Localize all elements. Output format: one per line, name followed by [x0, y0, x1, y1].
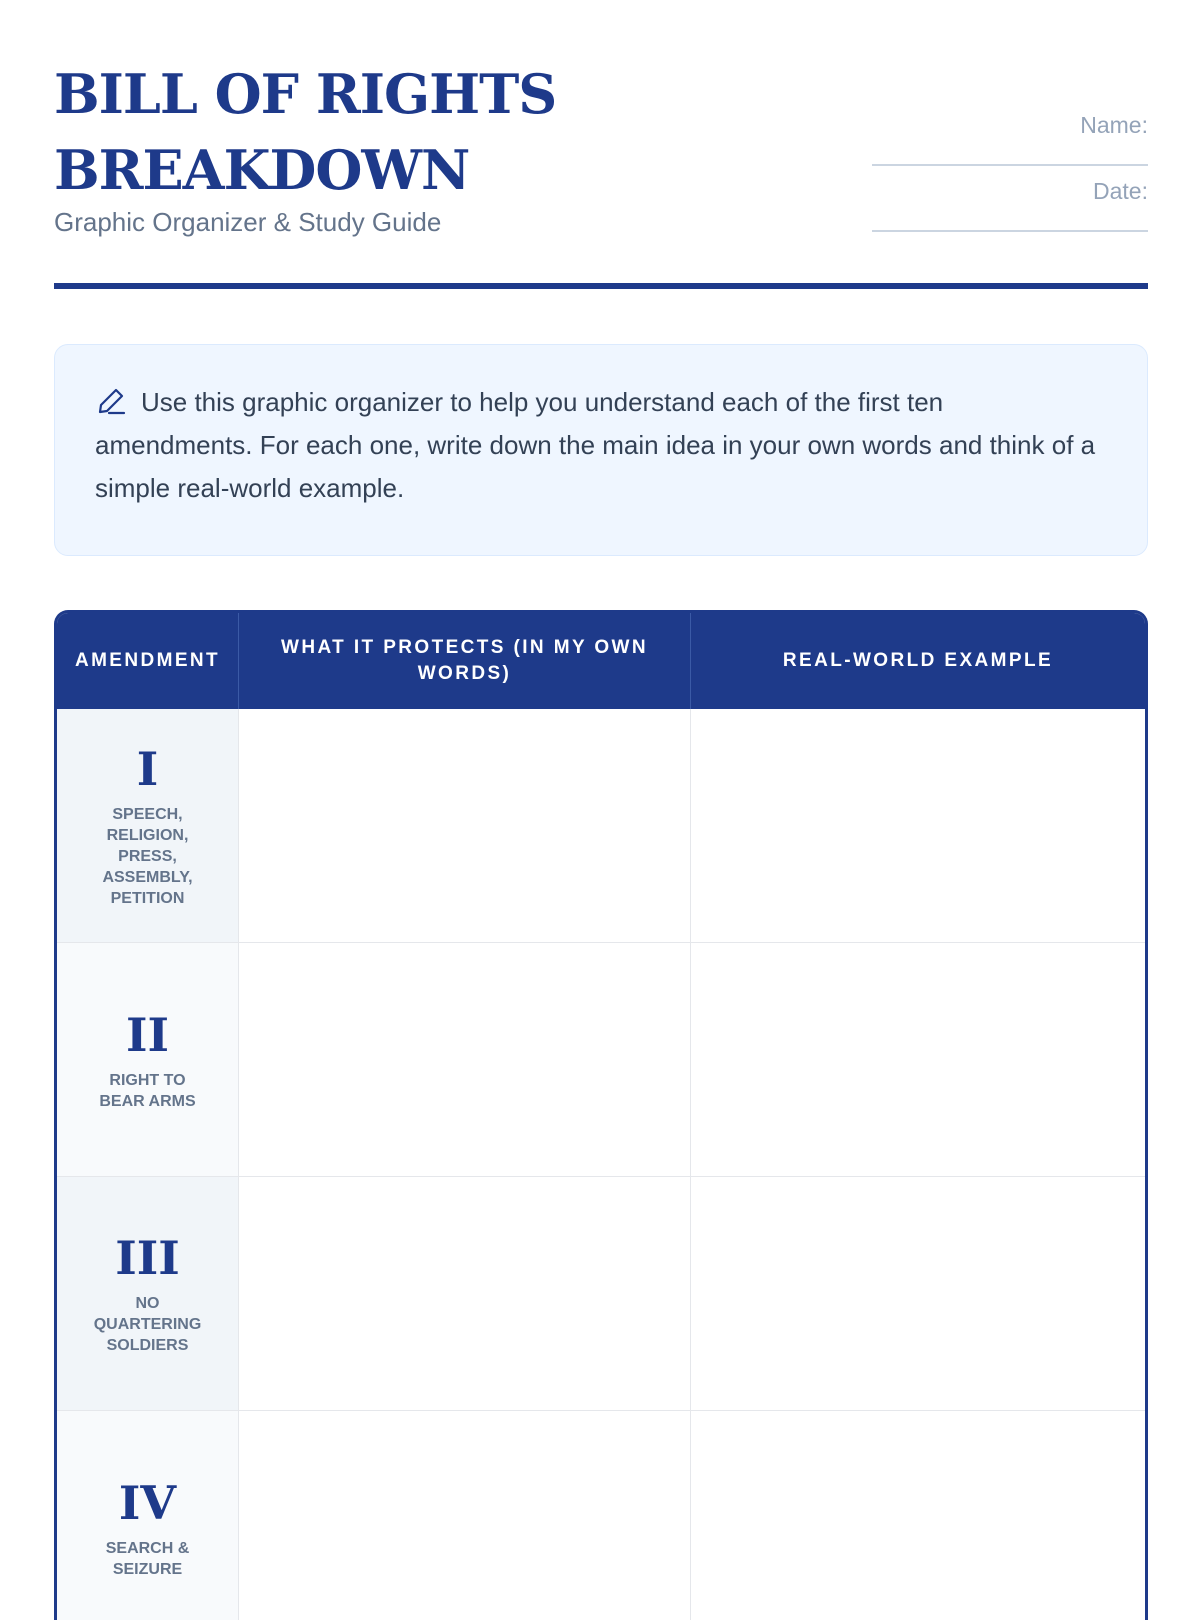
- protects-answer-cell[interactable]: [238, 709, 690, 942]
- amendment-cell: [57, 709, 238, 942]
- instructions-text: Use this graphic organizer to help you understand each of the first ten amendments. For each one, write down the main idea in your own words and think of a simple real-world example.: [95, 387, 1096, 503]
- date-field[interactable]: [872, 178, 1148, 244]
- date-label: Date:: [1093, 178, 1148, 204]
- header-divider: [54, 283, 1148, 289]
- example-answer-cell[interactable]: [690, 1411, 1145, 1620]
- example-answer-cell[interactable]: [690, 709, 1145, 942]
- date-line[interactable]: [872, 230, 1148, 232]
- amendment-cell: [57, 943, 238, 1176]
- amendment-numeral: III: [115, 1231, 180, 1285]
- page-title: BILL OF RIGHTS BREAKDOWN: [54, 62, 557, 202]
- amendment-topic: SPEECH, RELIGION, PRESS, ASSEMBLY, PETITION: [102, 806, 193, 907]
- student-info: [872, 112, 1148, 244]
- amendment-cell: [57, 1411, 238, 1620]
- table-row: [57, 1176, 1145, 1410]
- example-answer-cell[interactable]: [690, 943, 1145, 1176]
- table-row: [57, 709, 1145, 942]
- name-label: Name:: [1080, 112, 1148, 138]
- table-row: [57, 1410, 1145, 1620]
- table-header: [57, 613, 1145, 709]
- amendment-topic: SEARCH & SEIZURE: [105, 1539, 190, 1578]
- protects-answer-cell[interactable]: [238, 943, 690, 1176]
- amendment-numeral: IV: [118, 1475, 177, 1530]
- name-field[interactable]: [872, 112, 1148, 178]
- organizer-table: [54, 610, 1148, 1620]
- amendment-topic: NO QUARTERING SOLDIERS: [93, 1295, 202, 1354]
- example-answer-cell[interactable]: [690, 1177, 1145, 1410]
- amendment-numeral: I: [136, 742, 159, 796]
- amendment-topic: RIGHT TO BEAR ARMS: [99, 1071, 196, 1110]
- amendment-cell: [57, 1177, 238, 1410]
- pencil-icon: [95, 385, 127, 417]
- table-body: [57, 709, 1145, 1620]
- protects-answer-cell[interactable]: [238, 1177, 690, 1410]
- name-line[interactable]: [872, 164, 1148, 166]
- protects-answer-cell[interactable]: [238, 1411, 690, 1620]
- amendment-numeral: II: [125, 1007, 170, 1062]
- column-header-amendment: AMENDMENT: [74, 650, 221, 671]
- header: [54, 56, 1148, 286]
- column-header-protects: WHAT IT PROTECTS (IN MY OWN WORDS): [238, 613, 690, 709]
- instructions-box: [54, 344, 1148, 556]
- page-subtitle: Graphic Organizer & Study Guide: [54, 207, 442, 237]
- table-row: [57, 942, 1145, 1176]
- column-header-example: REAL-WORLD EXAMPLE: [690, 613, 1145, 709]
